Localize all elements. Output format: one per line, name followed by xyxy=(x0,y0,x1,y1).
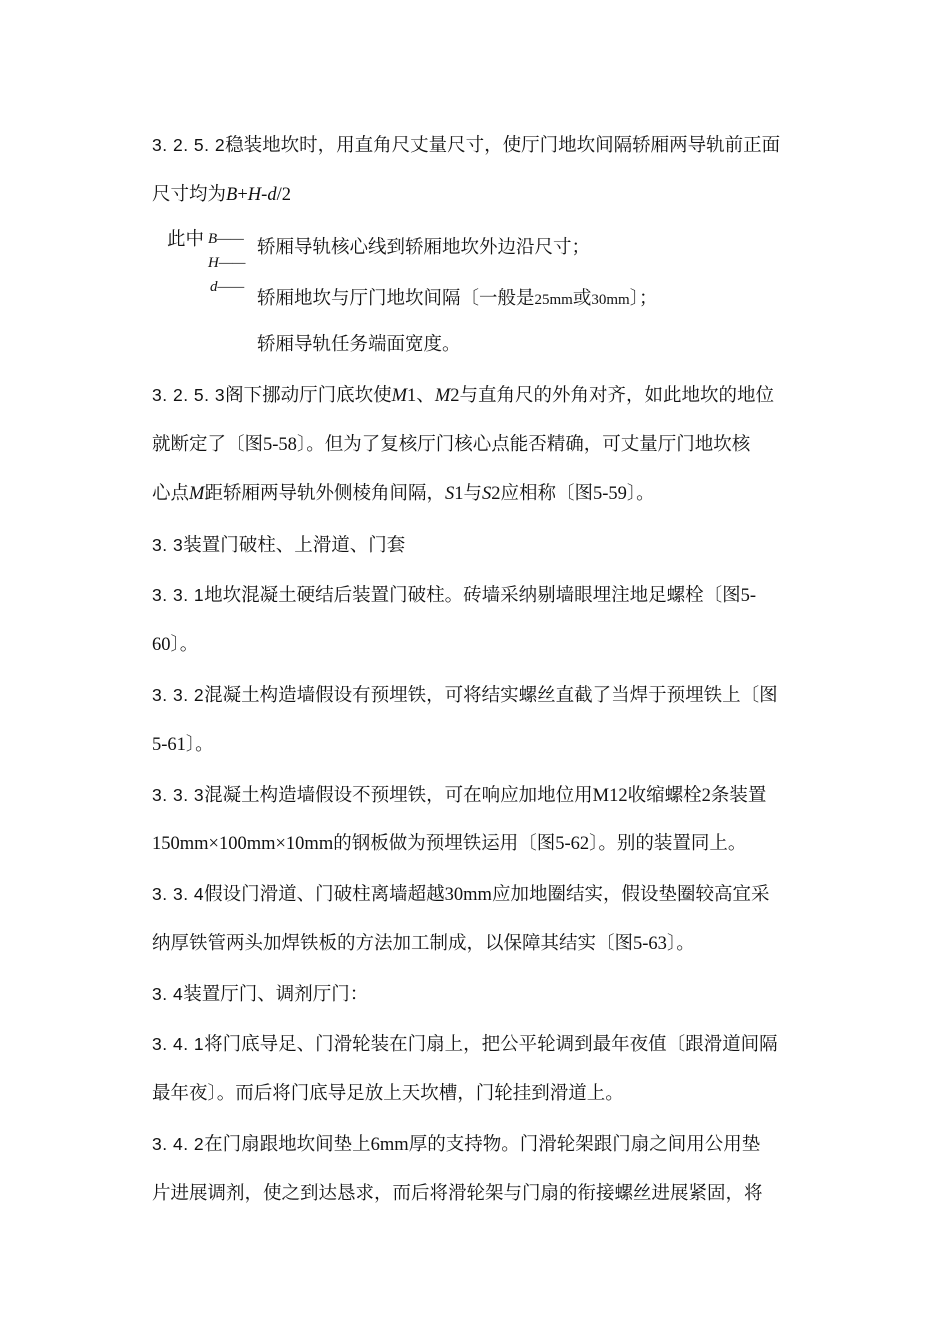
paragraph-3-3-4-line-1: 3. 3. 4假设门滑道、门破柱离墙超越30mm应加地圈结实，假设垫圈较高宜采 xyxy=(152,884,770,905)
definition-b-text: 轿厢导轨核心线到轿厢地坎外边沿尺寸； xyxy=(257,237,591,258)
paragraph-3-3-2-line-1: 3. 3. 2混凝土构造墙假设有预埋铁，可将结实螺丝直截了当焊于预埋铁上〔图 xyxy=(152,685,778,706)
paragraph-3-2-5-3-line-1: 3. 2. 5. 3阁下挪动厅门底坎使M1、M2与直角尺的外角对齐，如此地坎的地位 xyxy=(152,385,774,406)
paragraph-3-3-4-line-2: 纳厚铁管两头加焊铁板的方法加工制成，以保障其结实〔图5-63〕。 xyxy=(152,933,695,954)
figure-ref: 5-63 xyxy=(633,934,667,954)
paragraph-3-3-3-line-2: 150mm×100mm×10mm的钢板做为预埋铁运用〔图5-62〕。别的装置同上。 xyxy=(152,833,747,854)
paragraph-3-2-5-2-line-1: 3. 2. 5. 2稳装地坎时，用直角尺丈量尺寸，使厅门地坎间隔轿厢两导轨前正面 xyxy=(152,135,781,156)
symbol-h-dash: H—— xyxy=(208,255,246,271)
figure-ref: 5-58 xyxy=(263,435,297,455)
section-number: 3. 3. 3 xyxy=(152,785,205,805)
paragraph-3-4-2-line-2: 片进展调剂，使之到达恳求，而后将滑轮架与门扇的衔接螺丝进展紧固，将 xyxy=(152,1183,763,1204)
section-number: 3. 4 xyxy=(152,984,184,1004)
heading-3-3: 3. 3装置门破柱、上滑道、门套 xyxy=(152,535,406,556)
heading-3-4: 3. 4装置厅门、调剂厅门： xyxy=(152,984,369,1005)
section-number: 3. 2. 5. 3 xyxy=(152,385,226,405)
paragraph-3-2-5-3-line-2: 就断定了〔图5-58〕。但为了复核厅门核心点能否精确，可丈量厅门地坎核 xyxy=(152,434,751,455)
section-number: 3. 4. 1 xyxy=(152,1034,205,1054)
section-number: 3. 2. 5. 2 xyxy=(152,135,226,155)
formula-h: H xyxy=(247,185,262,205)
paragraph-3-3-1-line-1: 3. 3. 1地坎混凝土硬结后装置门破柱。砖墙采纳剔墙眼埋注地足螺栓〔图5- xyxy=(152,585,757,606)
figure-ref: 5-62 xyxy=(555,834,590,854)
section-number: 3. 3 xyxy=(152,535,184,555)
formula-b: B xyxy=(226,185,238,205)
paragraph-3-3-3-line-1: 3. 3. 3混凝土构造墙假设不预埋铁，可在响应加地位用M12收缩螺栓2条装置 xyxy=(152,785,767,806)
definition-d-text: 轿厢地坎与厅门地坎间隔〔一般是25mm或30mm〕； xyxy=(257,288,658,309)
symbol-d-dash: d—— xyxy=(210,279,245,295)
paragraph-3-3-1-line-2: 60〕。 xyxy=(152,634,199,655)
symbol-b-dash: B—— xyxy=(208,231,244,247)
section-number: 3. 3. 1 xyxy=(152,585,205,605)
formula-d: d xyxy=(267,185,277,205)
paragraph-3-3-2-line-2: 5-61〕。 xyxy=(152,734,214,755)
section-number: 3. 4. 2 xyxy=(152,1134,205,1154)
paragraph-3-4-1-line-2: 最年夜〕。而后将门底导足放上天坎槽，门轮挂到滑道上。 xyxy=(152,1083,624,1104)
paragraph-3-4-1-line-1: 3. 4. 1将门底导足、门滑轮装在门扇上，把公平轮调到最年夜值〔跟滑道间隔 xyxy=(152,1034,778,1055)
paragraph-3-4-2-line-1: 3. 4. 2在门扇跟地坎间垫上6mm厚的支持物。门滑轮架跟门扇之间用公用垫 xyxy=(152,1134,761,1155)
paragraph-3-2-5-2-line-2: 尺寸均为B+H-d/2 xyxy=(152,184,291,205)
definition-h-text: 轿厢导轨任务端面宽度。 xyxy=(257,334,461,355)
definitions-label: 此中 xyxy=(167,229,205,250)
section-number: 3. 3. 2 xyxy=(152,685,205,705)
figure-ref: 5-59 xyxy=(592,484,627,504)
section-number: 3. 3. 4 xyxy=(152,884,205,904)
paragraph-3-2-5-3-line-3: 心点M距轿厢两导轨外侧棱角间隔，S1与S2应相称〔图5-59〕。 xyxy=(152,483,655,504)
